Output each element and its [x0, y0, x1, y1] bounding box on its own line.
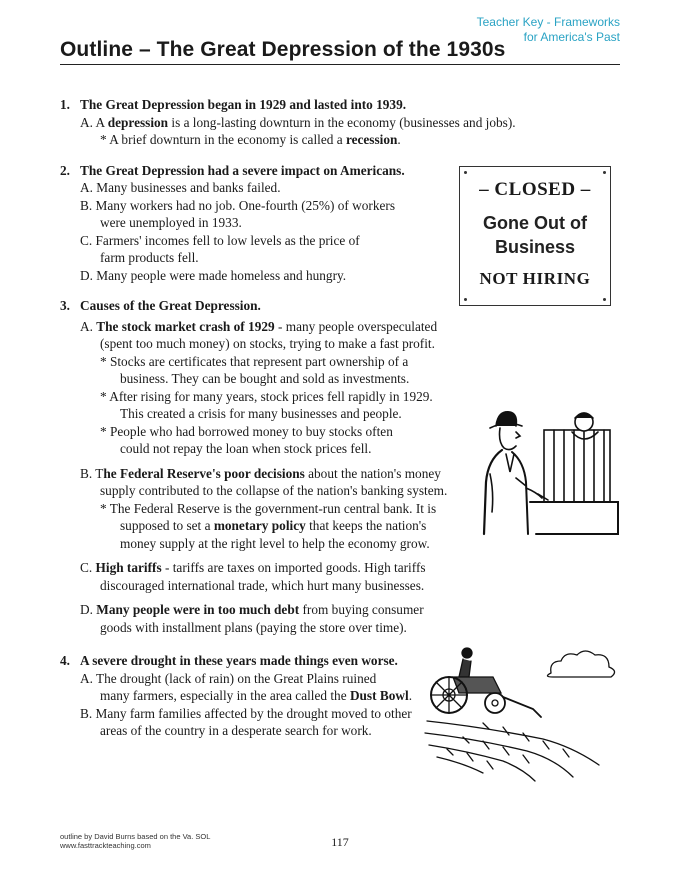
s1-note-suffix: .	[397, 132, 401, 147]
s3-a-term: The stock market crash of 1929	[96, 318, 275, 334]
section-1-note	[60, 131, 460, 149]
s3-b-note1-term: monetary policy	[213, 518, 306, 533]
s3-a-text: - many people overspeculated	[274, 318, 438, 334]
section-4-number: 4.	[60, 653, 70, 668]
closed-sign	[459, 166, 611, 306]
s3-b-line2: supply contributed to the collapse of the nation's banking system.	[100, 483, 448, 498]
s3-b-note1-prefix: supposed to set a	[120, 518, 214, 533]
section-1-number: 1.	[60, 97, 70, 112]
section-3-heading	[60, 297, 460, 315]
s1-note-prefix: * A brief downturn in the economy is called a	[100, 132, 346, 147]
outline-body	[60, 96, 516, 753]
footer-credit-line2: www.fasttrackteaching.com	[60, 841, 151, 850]
s3-b-label: B. T	[80, 465, 104, 481]
section-2-heading-text: The Great Depression had a severe impact on Americans.	[80, 162, 405, 178]
section-2-item-d: D. Many people were made homeless and hungry.	[80, 267, 347, 283]
s4-b-line2: areas of the country in a desperate search for work.	[100, 723, 372, 738]
section-2-heading	[60, 162, 460, 180]
s4-a-suffix: .	[408, 688, 413, 703]
s4-a-line1: A. The drought (lack of rain) on the Great Plains ruined	[80, 670, 377, 686]
s3-d-text: from buying consumer	[299, 602, 424, 617]
s3-c-line2: discouraged international trade, which hurt many businesses.	[100, 577, 425, 593]
section-3-item-c	[60, 559, 460, 594]
section-3-heading-text: Causes of the Great Depression.	[80, 298, 261, 313]
section-3-item-d	[60, 601, 460, 636]
sign-gone-line2: Business	[494, 237, 576, 257]
s3-a-note2-line1: * After rising for many years, stock prices fell rapidly in 1929.	[100, 388, 433, 404]
bank-teller-illustration	[480, 402, 620, 542]
section-2	[60, 162, 460, 285]
sign-closed-text: – CLOSED –	[479, 179, 591, 200]
s3-a-note1-line2: business. They can be bought and sold as investments.	[120, 371, 410, 386]
title-divider	[60, 64, 620, 65]
s3-c-line1	[60, 559, 460, 577]
sign-nail-icon	[603, 171, 606, 174]
s3-d-line1	[60, 601, 460, 619]
s3-b-note1-suffix: that keeps the nation's	[305, 518, 427, 533]
sign-gone-line1: Gone Out of	[483, 213, 587, 233]
section-4-heading	[60, 652, 460, 670]
page-number: 117	[331, 835, 349, 849]
section-3	[60, 297, 460, 636]
s3-b-term: he Federal Reserve's poor decisions	[103, 465, 305, 481]
teacher-key-line1: Teacher Key - Frameworks	[476, 15, 620, 29]
s3-a-note3-line2: could not repay the loan when stock prices fell.	[120, 441, 372, 456]
section-4	[60, 652, 460, 740]
section-2-item-a: A. Many businesses and banks failed.	[80, 180, 281, 195]
section-2-item-c-line2: farm products fell.	[100, 250, 199, 265]
sign-gone-out-text	[460, 211, 610, 259]
s1-note-term: recession	[345, 132, 398, 147]
s3-a-note2-line2: This created a crisis for many businesses and people.	[120, 406, 402, 421]
s3-a-note1-line1: * Stocks are certificates that represent part ownership of a	[100, 353, 409, 369]
section-3-item-b	[60, 465, 460, 553]
s1-a-prefix: A. A	[80, 114, 108, 130]
teacher-key-line2: for America's Past	[523, 30, 620, 44]
sign-nail-icon	[464, 171, 467, 174]
section-2-number: 2.	[60, 162, 70, 178]
s3-c-label: C.	[80, 560, 96, 575]
s3-a-line2: (spent too much money) on stocks, trying to make a fast profit.	[100, 336, 435, 351]
s3-b-note1-line2	[60, 517, 460, 535]
s3-b-note1-line3: money supply at the right level to help the economy grow.	[120, 535, 430, 551]
s3-b-note1-line1: * The Federal Reserve is the government-run central bank. It is	[100, 500, 437, 516]
section-2-item-c-line1: C. Farmers' incomes fell to low levels as the price of	[80, 232, 360, 248]
sign-nail-icon	[603, 298, 606, 301]
sign-not-hiring-text: NOT HIRING	[479, 269, 591, 288]
s1-a-text: is a long-lasting downturn in the economy (businesses and jobs).	[168, 114, 516, 130]
s3-b-line1	[60, 465, 460, 483]
s3-d-term: Many people were in too much debt	[96, 602, 300, 617]
s4-a-line2	[60, 687, 460, 705]
section-2-item-b-line2: were unemployed in 1933.	[100, 215, 242, 230]
section-1	[60, 96, 516, 149]
s3-d-line2: goods with installment plans (paying the store over time).	[100, 619, 407, 635]
section-1-heading-text: The Great Depression began in 1929 and lasted into 1939.	[80, 97, 407, 112]
section-1-heading	[60, 96, 460, 114]
s3-a-note3-line1: * People who had borrowed money to buy stocks often	[100, 423, 393, 439]
sign-nail-icon	[464, 298, 467, 301]
section-3-number: 3.	[60, 298, 70, 313]
section-2-item-b-line1: B. Many workers had no job. One-fourth (25%) of workers	[80, 197, 395, 213]
section-4-heading-text: A severe drought in these years made things even worse.	[80, 653, 398, 668]
section-1-item-a	[60, 114, 516, 132]
s3-c-term: High tariffs	[95, 560, 162, 575]
s3-a-line1	[60, 318, 460, 336]
s3-c-text: - tariffs are taxes on imported goods. High tariffs	[161, 560, 426, 575]
footer-credit-line1: outline by David Burns based on the Va. SOL	[60, 832, 211, 841]
tractor-plowing-illustration	[423, 643, 623, 788]
s1-a-term: depression	[107, 114, 169, 130]
s4-a-prefix: many farmers, especially in the area called the	[100, 688, 350, 703]
page-title: Outline – The Great Depression of the 1930s	[60, 38, 506, 61]
s4-a-term: Dust Bowl	[349, 688, 409, 703]
section-3-item-a	[60, 318, 460, 458]
s4-b-line1: B. Many farm families affected by the drought moved to other	[80, 705, 412, 721]
s3-d-label: D.	[80, 602, 97, 617]
s3-a-label: A.	[80, 318, 97, 334]
s3-b-text: about the nation's money	[304, 465, 441, 481]
